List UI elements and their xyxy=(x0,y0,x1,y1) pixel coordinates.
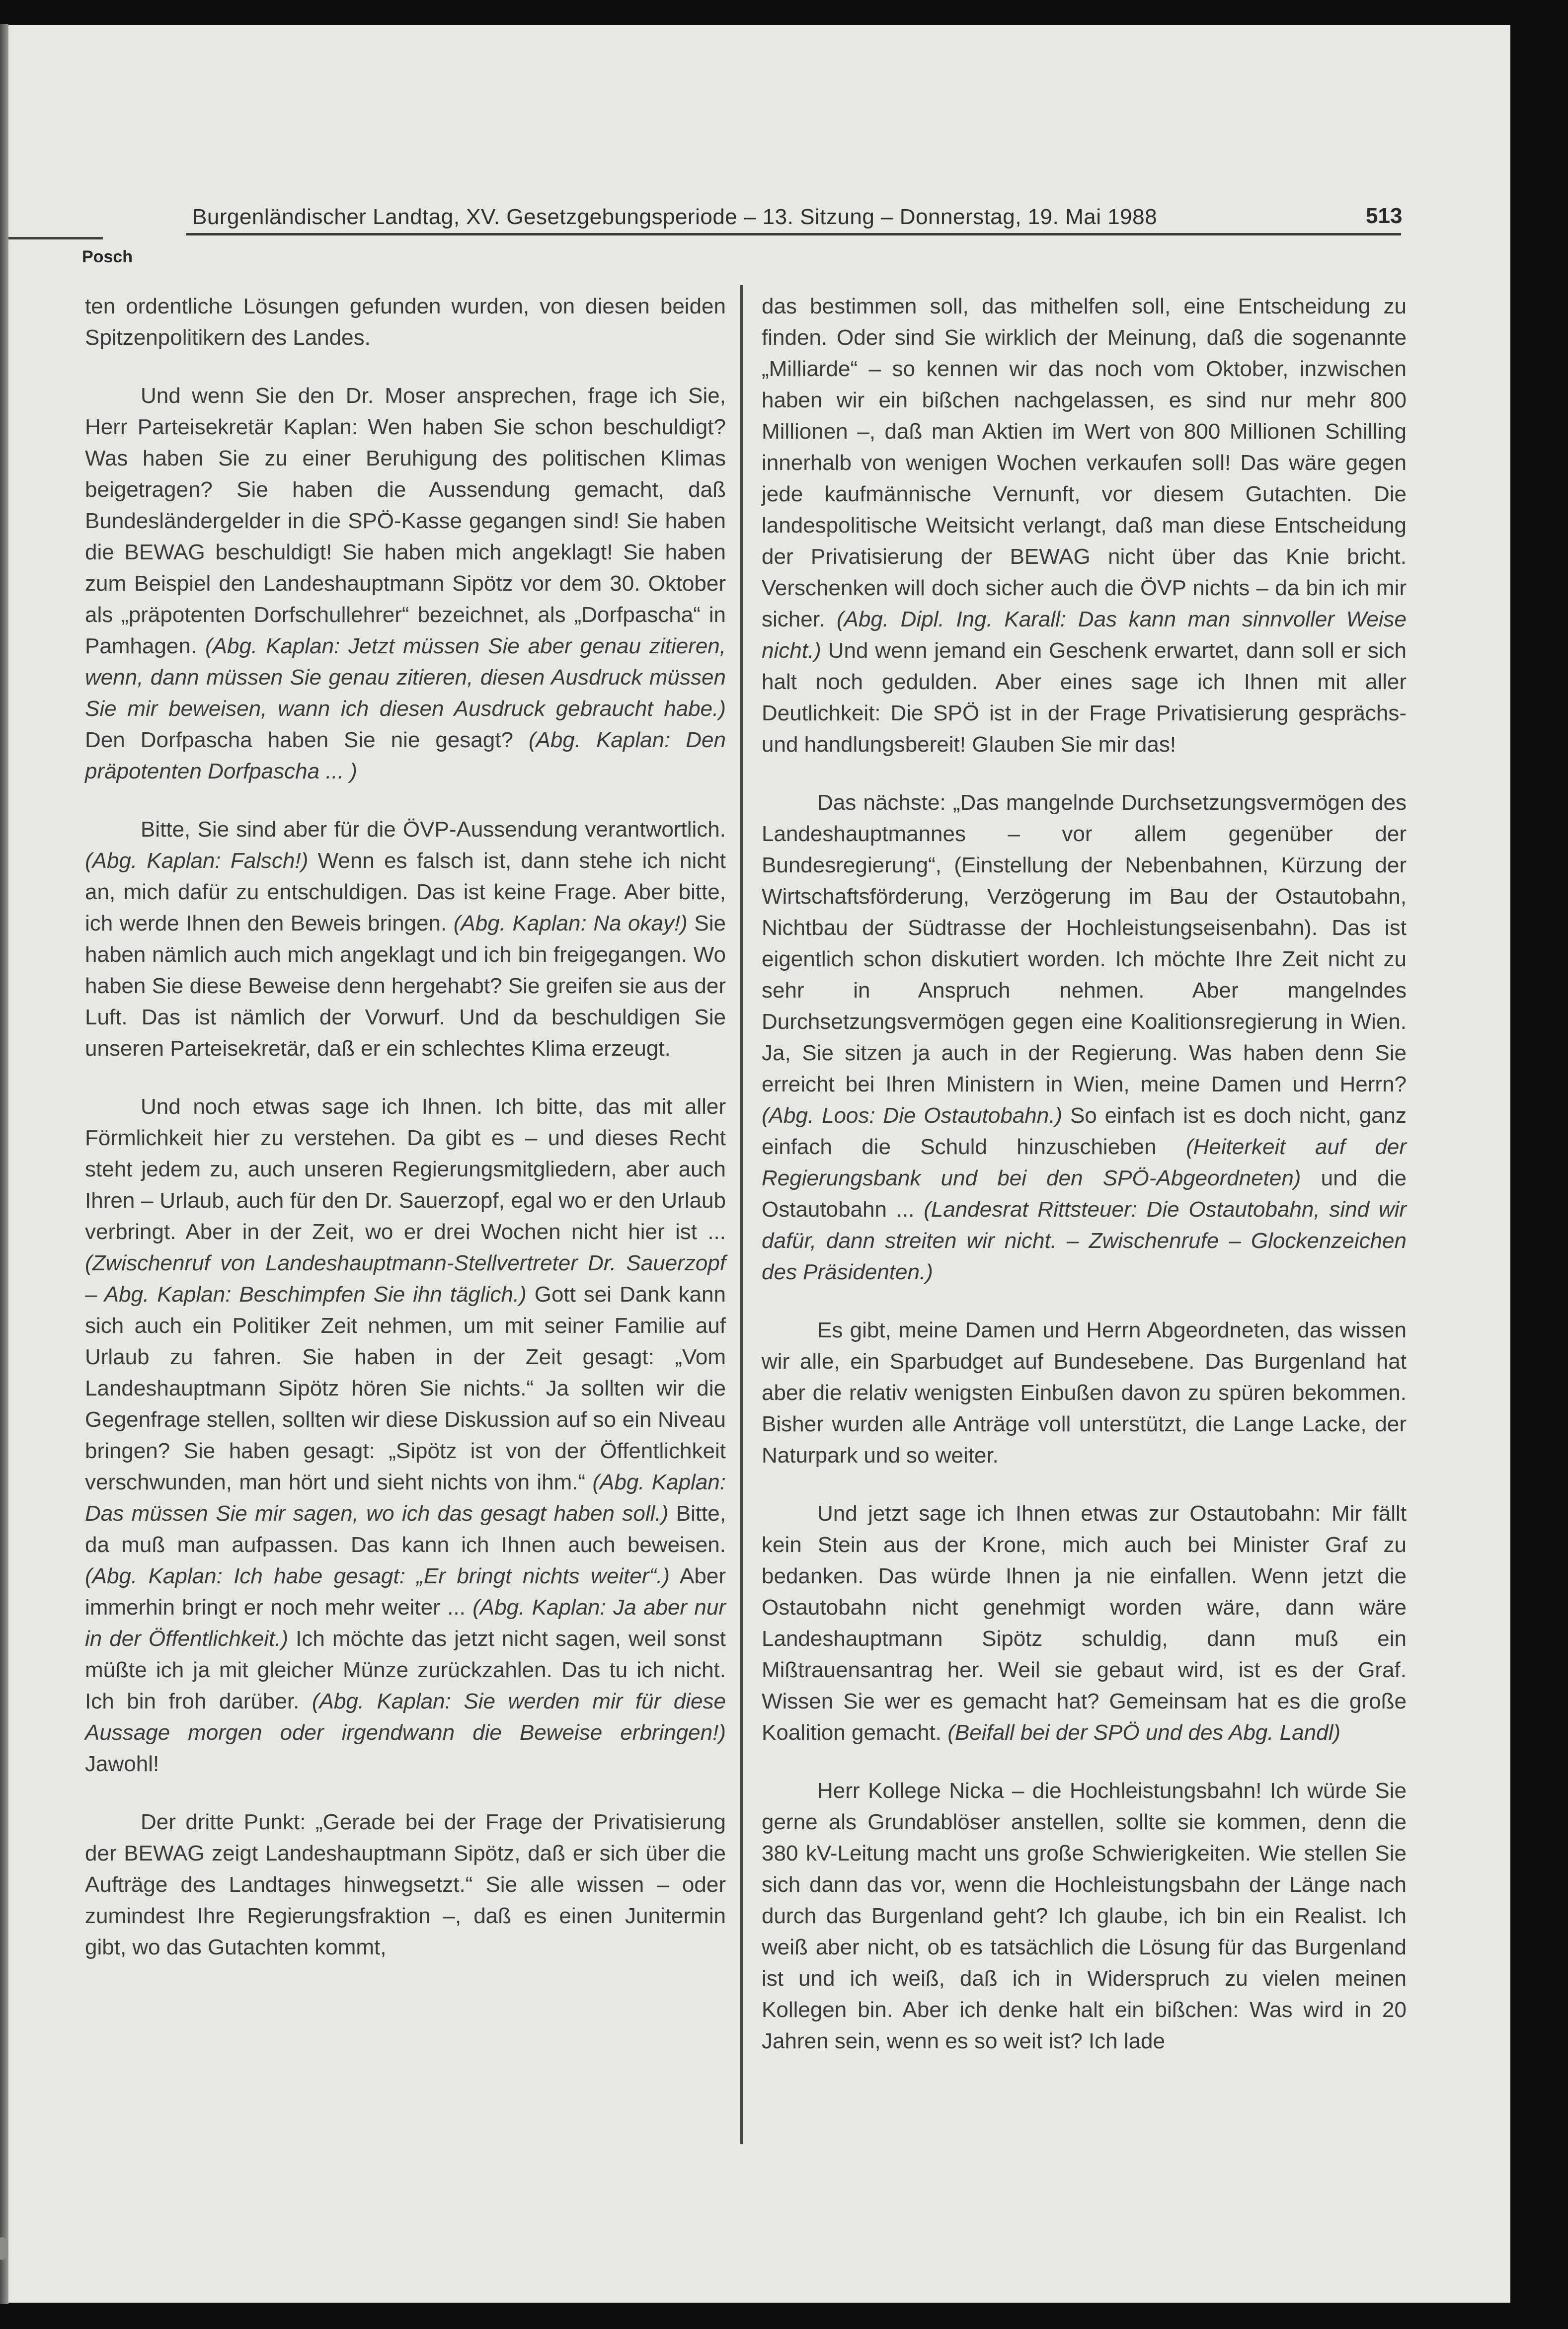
speech-text: Bitte, Sie sind aber für die ÖVP-Aussendung verantwortlich. xyxy=(141,817,726,842)
text-column-left xyxy=(85,291,726,1990)
speech-text: Jawohl! xyxy=(85,1752,159,1776)
speech-text: Und wenn Sie den Dr. Moser ansprechen, frage ich Sie, Herr Parteisekretär Kaplan: Wen haben Sie schon beschuldigt? Was haben Sie zu einer Beruhigung des politischen Klimas beigetragen? Sie haben die Aussendung gemacht, daß Bundesländergelder in die SPÖ-Kasse gegangen sind! Sie haben die BEWAG beschuldigt! Sie haben mich angeklagt! Sie haben zum Beispiel den Landeshauptmann Sipötz vor dem 30. Oktober als „präpotenten Dorfschullehrer“ bezeichnet, als „Dorfpascha“ in Pamhagen. xyxy=(85,384,726,658)
interjection-text: (Abg. Kaplan: Falsch!) xyxy=(85,849,309,873)
speech-text: Und noch etwas sage ich Ihnen. Ich bitte, das mit aller Förmlichkeit hier zu verstehen. Da gibt es – und dieses Recht steht jedem zu, auch unseren Regierungsmitgliedern, aber auch Ihren – Urlaub, auch für den Dr. Sauerzopf, egal wo er den Urlaub verbringt. Aber in der Zeit, wo er drei Wochen nicht hier ist ... xyxy=(85,1094,726,1244)
interjection-text: (Abg. Kaplan: Na okay!) xyxy=(453,911,688,935)
header-rule xyxy=(186,233,1401,235)
paragraph xyxy=(762,1775,1407,2057)
speech-text: So einfach ist es doch nicht, ganz einfach die Schuld hinzuschieben xyxy=(762,1103,1407,1159)
speech-text: ten ordentliche Lösungen gefunden wurden, von diesen beiden Spitzenpolitikern des Landes. xyxy=(85,294,726,350)
speech-text: Aber immerhin bringt er noch mehr weiter ... xyxy=(85,1564,726,1620)
speech-text: Wenn es falsch ist, dann stehe ich nicht an, mich dafür zu entschuldigen. Das ist keine Frage. Aber bitte, ich werde Ihnen den Beweis bringen. xyxy=(85,849,726,935)
paragraph xyxy=(762,291,1407,760)
speech-text: und die Ostautobahn ... xyxy=(762,1166,1407,1222)
document-page xyxy=(8,25,1510,2303)
paragraph xyxy=(762,787,1407,1288)
interjection-text: (Beifall bei der SPÖ und des Abg. Landl) xyxy=(947,1720,1341,1745)
speech-text: Bitte, da muß man aufpassen. Das kann ich Ihnen auch beweisen. xyxy=(85,1501,726,1557)
speech-text: Ich möchte das jetzt nicht sagen, weil sonst müßte ich ja mit gleicher Münze zurückzahlen. Das tu ich nicht. Ich bin froh darüber. xyxy=(85,1627,726,1713)
speech-text: Und wenn jemand ein Geschenk erwartet, dann soll er sich halt noch gedulden. Aber eines sage ich Ihnen mit aller Deutlichkeit: Die SPÖ ist in der Frage Privatisierung gesprächs- und handlungsbereit! Glauben Sie mir das! xyxy=(762,638,1407,757)
paragraph xyxy=(85,1806,726,1963)
speech-text: Und jetzt sage ich Ihnen etwas zur Ostautobahn: Mir fällt kein Stein aus der Krone, mich auch bei Minister Graf zu bedanken. Das würde Ihnen ja nie einfallen. Wenn jetzt die Ostautobahn nicht genehmigt worden wäre, dann wäre Landeshauptmann Sipötz schuldig, dann muß ein Mißtrauensantrag her. Weil sie gebaut wird, ist es der Graf. Wissen Sie wer es gemacht hat? Gemeinsam hat es die große Koalition gemacht. xyxy=(762,1501,1407,1745)
interjection-text: (Abg. Loos: Die Ostautobahn.) xyxy=(762,1103,1063,1128)
paragraph xyxy=(85,1091,726,1780)
interjection-text: (Landesrat Rittsteuer: Die Ostautobahn, sind wir dafür, dann streiten wir nicht. – Zwischenrufe – Glockenzeichen des Präsidenten.) xyxy=(762,1197,1407,1284)
speech-text: Den Dorfpascha haben Sie nie gesagt? xyxy=(85,728,529,752)
interjection-text: (Zwischenruf von Landeshauptmann-Stellvertreter Dr. Sauerzopf – Abg. Kaplan: Beschimpfen Sie ihn täglich.) xyxy=(85,1251,726,1307)
interjection-text: (Abg. Kaplan: Den präpotenten Dorfpascha ... ) xyxy=(85,728,726,783)
page-number: 513 xyxy=(1366,204,1403,228)
paragraph xyxy=(85,814,726,1064)
text-column-right xyxy=(762,291,1407,2084)
speech-text: Sie haben nämlich auch mich angeklagt und ich bin freigegangen. Wo haben Sie diese Beweise denn hergehabt? Sie greifen sie aus der Luft. Das ist nämlich der Vorwurf. Und da beschuldigen Sie unseren Parteisekretär, daß er ein schlechtes Klima erzeugt. xyxy=(85,911,726,1061)
scanner-edge-strip xyxy=(0,24,8,2304)
paragraph xyxy=(762,1315,1407,1471)
header-rule-stub xyxy=(8,237,103,239)
paragraph xyxy=(85,291,726,353)
speech-text: Es gibt, meine Damen und Herrn Abgeordneten, das wissen wir alle, ein Sparbudget auf Bundesebene. Das Burgenland hat aber die relativ wenigsten Einbußen davon zu spüren bekommen. Bisher wurden alle Anträge voll unterstützt, die Lange Lacke, der Naturpark und so weiter. xyxy=(762,1318,1407,1468)
interjection-text: (Abg. Kaplan: Ich habe gesagt: „Er bringt nichts weiter“.) xyxy=(85,1564,670,1588)
interjection-text: (Abg. Dipl. Ing. Karall: Das kann man sinnvoller Weise nicht.) xyxy=(762,607,1407,663)
interjection-text: (Abg. Kaplan: Ja aber nur in der Öffentlichkeit.) xyxy=(85,1595,726,1651)
speech-text: Das nächste: „Das mangelnde Durchsetzungsvermögen des Landeshauptmannes – vor allem gegenüber der Bundesregierung“, (Einstellung der Nebenbahnen, Kürzung der Wirtschaftsförderung, Verzögerung im Bau der Ostautobahn, Nichtbau der Südtrasse der Hochleistungseisenbahn). Das ist eigentlich schon diskutiert worden. Ich möchte Ihre Zeit nicht zu sehr in Anspruch nehmen. Aber mangelndes Durchsetzungsvermögen gegen eine Koalitionsregierung in Wien. Ja, Sie sitzen ja auch in der Regierung. Was haben denn Sie erreicht bei Ihren Ministern in Wien, meine Damen und Herrn? xyxy=(762,790,1407,1096)
speech-text: Gott sei Dank kann sich auch ein Politiker Zeit nehmen, um mit seiner Familie auf Urlaub zu fahren. Sie haben in der Zeit gesagt: „Vom Landeshauptmann Sipötz hören Sie nichts.“ Ja sollten wir die Gegenfrage stellen, sollten wir diese Diskussion auf so ein Niveau bringen? Sie haben gesagt: „Sipötz ist von der Öffentlichkeit verschwunden, man hört und sieht nichts von ihm.“ xyxy=(85,1282,726,1494)
interjection-text: (Abg. Kaplan: Jetzt müssen Sie aber genau zitieren, wenn, dann müssen Sie genau zitieren, diesen Ausdruck müssen Sie mir beweisen, wann ich diesen Ausdruck gebraucht habe.) xyxy=(85,634,726,721)
paragraph xyxy=(762,1498,1407,1748)
speech-text: Herr Kollege Nicka – die Hochleistungsbahn! Ich würde Sie gerne als Grundablöser anstellen, sollte sie kommen, denn die 380 kV-Leitung macht uns große Schwierigkeiten. Wie stellen Sie sich dann das vor, wenn die Hochleistungsbahn der Länge nach durch das Burgenland geht? Ich glaube, ich bin ein Realist. Ich weiß aber nicht, ob es tatsächlich die Lösung für das Burgenland ist und ich weiß, daß ich in Widerspruch zu vielen meinen Kollegen bin. Aber ich denke halt ein bißchen: Was wird in 20 Jahren sein, wenn es so weit ist? Ich lade xyxy=(762,1779,1407,2053)
speech-text: Der dritte Punkt: „Gerade bei der Frage der Privatisierung der BEWAG zeigt Landeshauptmann Sipötz, daß er sich über die Aufträge des Landtages hinwegsetzt.“ Sie alle wissen – oder zumindest Ihre Regierungsfraktion –, daß es einen Junitermin gibt, wo das Gutachten kommt, xyxy=(85,1810,726,1959)
page-header-title: Burgenländischer Landtag, XV. Gesetzgebungsperiode – 13. Sitzung – Donnerstag, 19. Mai 1988 xyxy=(192,205,1158,229)
interjection-text: (Heiterkeit auf der Regierungsbank und bei den SPÖ-Abgeordneten) xyxy=(762,1135,1407,1190)
column-divider xyxy=(740,285,743,2144)
interjection-text: (Abg. Kaplan: Sie werden mir für diese Aussage morgen oder irgendwann die Beweise erbringen!) xyxy=(85,1689,726,1745)
speaker-name: Posch xyxy=(82,247,133,266)
scanner-edge-notch xyxy=(0,2237,8,2260)
interjection-text: (Abg. Kaplan: Das müssen Sie mir sagen, wo ich das gesagt haben soll.) xyxy=(85,1470,726,1526)
paragraph xyxy=(85,380,726,787)
speech-text: das bestimmen soll, das mithelfen soll, eine Entscheidung zu finden. Oder sind Sie wirklich der Meinung, daß die sogenannte „Milliarde“ – so kennen wir das noch vom Oktober, inzwischen haben wir ein bißchen nachgelassen, es sind nur mehr 800 Millionen –, daß man Aktien im Wert von 800 Millionen Schilling innerhalb von wenigen Wochen verkaufen soll! Das wäre gegen jede kaufmännische Vernunft, vor diesem Gutachten. Die landespolitische Weitsicht verlangt, daß man diese Entscheidung der Privatisierung der BEWAG nicht über das Knie bricht. Verschenken will doch sicher auch die ÖVP nichts – da bin ich mir sicher. xyxy=(762,294,1407,631)
